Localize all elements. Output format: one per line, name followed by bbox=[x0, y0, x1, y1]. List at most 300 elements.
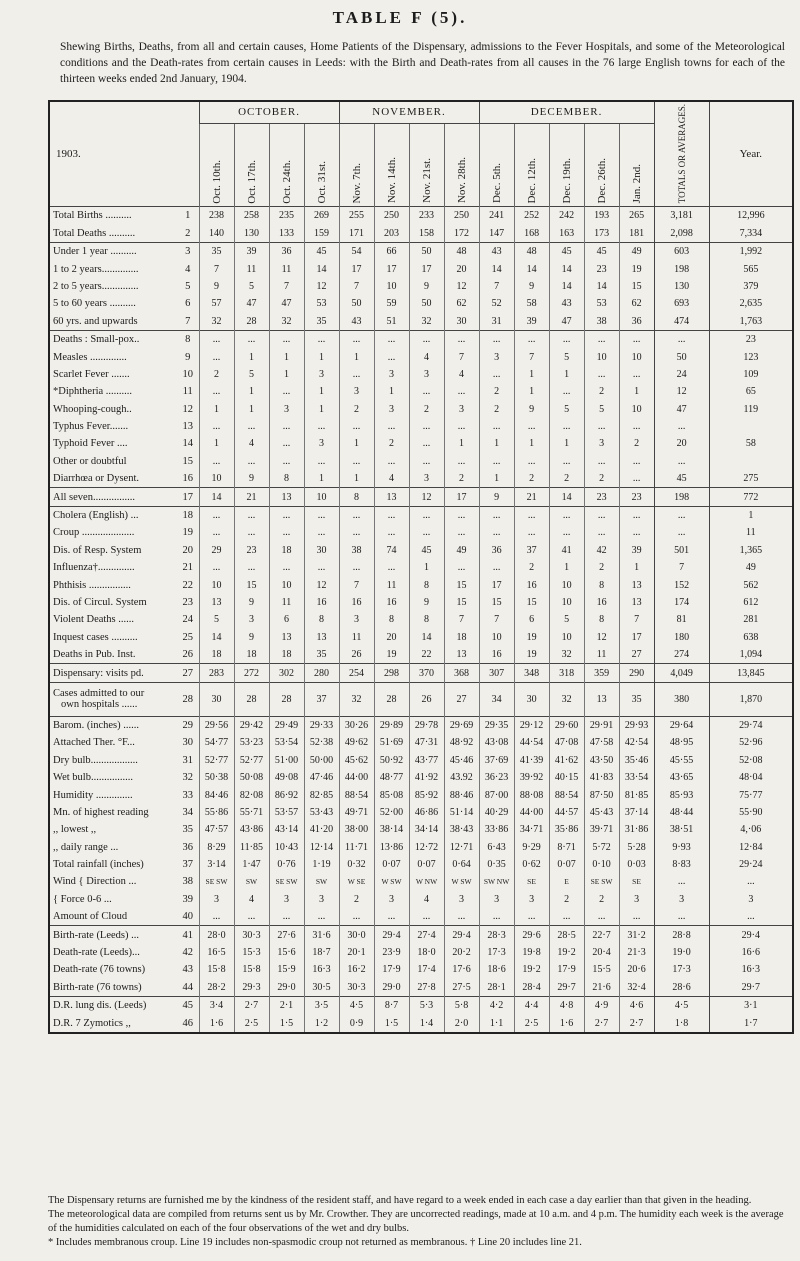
week-value: 172 bbox=[444, 225, 479, 243]
week-value: 3 bbox=[234, 611, 269, 628]
week-value: 43 bbox=[549, 295, 584, 312]
week-value: 0·62 bbox=[514, 856, 549, 873]
week-value: 3 bbox=[444, 401, 479, 418]
week-value: 50 bbox=[409, 295, 444, 312]
week-value: 45 bbox=[549, 243, 584, 261]
week-value: 241 bbox=[479, 207, 514, 225]
row-number: 33 bbox=[182, 789, 193, 801]
week-value: 15·3 bbox=[234, 944, 269, 961]
year-value bbox=[709, 453, 793, 470]
row-number: 25 bbox=[182, 631, 193, 643]
row-number: 28 bbox=[177, 682, 199, 716]
year-value: 565 bbox=[709, 260, 793, 277]
week-value: W SW bbox=[444, 873, 479, 890]
week-value: 87·00 bbox=[479, 786, 514, 803]
week-value: 28·5 bbox=[549, 926, 584, 944]
year-value bbox=[709, 418, 793, 435]
footnote-croup: * Includes membranous croup. Line 19 includes non-spasmodic croup not returned as membranous. † Line 20 includes line 21. bbox=[48, 1237, 582, 1248]
week-value: 11·71 bbox=[339, 839, 374, 856]
row-label: Total Births .......... bbox=[49, 207, 177, 225]
total-value: ... bbox=[654, 506, 709, 524]
week-value: ... bbox=[479, 330, 514, 348]
week-value: 52·77 bbox=[199, 752, 234, 769]
row-label: Total rainfall (inches) bbox=[53, 859, 144, 871]
week-value: 85·92 bbox=[409, 786, 444, 803]
week-value: 1 bbox=[199, 435, 234, 452]
week-value: 9 bbox=[199, 278, 234, 295]
week-value: 31·6 bbox=[304, 926, 339, 944]
week-value: ... bbox=[374, 348, 409, 365]
total-value: 20 bbox=[654, 435, 709, 452]
total-value: 603 bbox=[654, 243, 709, 261]
week-value: 7 bbox=[444, 611, 479, 628]
week-value: 0·10 bbox=[584, 856, 619, 873]
year-value: 52·96 bbox=[709, 734, 793, 751]
week-value: 28·4 bbox=[514, 979, 549, 997]
week-value: ... bbox=[479, 559, 514, 576]
week-value: ... bbox=[549, 383, 584, 400]
week-value: ... bbox=[199, 383, 234, 400]
week-value: 9 bbox=[479, 488, 514, 506]
week-value: 49·08 bbox=[269, 769, 304, 786]
row-label: Wet bulb................ bbox=[53, 772, 133, 784]
row-label: 5 to 60 years .......... bbox=[53, 298, 136, 310]
week-value: ... bbox=[374, 524, 409, 541]
week-value: 235 bbox=[269, 207, 304, 225]
week-value: 29·60 bbox=[549, 716, 584, 734]
week-value: 7 bbox=[479, 611, 514, 628]
week-value: ... bbox=[549, 908, 584, 926]
week-value: 17·6 bbox=[444, 961, 479, 978]
week-value: 15·8 bbox=[199, 961, 234, 978]
week-value: ... bbox=[374, 453, 409, 470]
week-value: 9·29 bbox=[514, 839, 549, 856]
week-value: 14 bbox=[549, 278, 584, 295]
week-value: 1 bbox=[444, 435, 479, 452]
year-value: 12·84 bbox=[709, 839, 793, 856]
week-value: 5·8 bbox=[444, 997, 479, 1015]
week-value: 43·14 bbox=[269, 821, 304, 838]
week-date-header: Oct. 31st. bbox=[304, 123, 339, 206]
week-value: 27·5 bbox=[444, 979, 479, 997]
week-value: 21·3 bbox=[619, 944, 654, 961]
week-value: 15·6 bbox=[269, 944, 304, 961]
week-value: 17 bbox=[374, 260, 409, 277]
week-value: 20·1 bbox=[339, 944, 374, 961]
row-label: ,, lowest ,, bbox=[53, 824, 97, 836]
week-value: ... bbox=[269, 453, 304, 470]
week-value: 52·77 bbox=[234, 752, 269, 769]
table-row bbox=[49, 786, 793, 803]
total-value: 198 bbox=[654, 260, 709, 277]
row-number: 32 bbox=[182, 772, 193, 784]
week-value: 5 bbox=[549, 348, 584, 365]
week-value: 0·32 bbox=[339, 856, 374, 873]
table-row bbox=[49, 908, 793, 926]
row-number: 12 bbox=[182, 403, 193, 415]
week-value: 2 bbox=[444, 470, 479, 488]
week-value: 0·07 bbox=[409, 856, 444, 873]
total-value: 48·44 bbox=[654, 804, 709, 821]
total-value: 152 bbox=[654, 576, 709, 593]
week-value: 2 bbox=[584, 891, 619, 908]
table-row bbox=[49, 646, 793, 664]
week-value: 9 bbox=[514, 401, 549, 418]
week-value: 85·08 bbox=[374, 786, 409, 803]
table-row bbox=[49, 453, 793, 470]
week-value: 27 bbox=[444, 682, 479, 716]
week-value: 1 bbox=[339, 435, 374, 452]
week-value: 26 bbox=[409, 682, 444, 716]
week-value: SE SW bbox=[584, 873, 619, 890]
week-value: 10 bbox=[549, 594, 584, 611]
total-value: 47 bbox=[654, 401, 709, 418]
week-value: 18 bbox=[234, 646, 269, 664]
week-value: 20 bbox=[374, 629, 409, 646]
week-value: 15 bbox=[514, 594, 549, 611]
week-value: ... bbox=[479, 524, 514, 541]
week-value: 3 bbox=[199, 891, 234, 908]
week-value: 16 bbox=[479, 646, 514, 664]
week-value: 51·00 bbox=[269, 752, 304, 769]
week-value: 2 bbox=[339, 401, 374, 418]
week-value: SW bbox=[304, 873, 339, 890]
week-value: 2 bbox=[479, 401, 514, 418]
week-value: 11 bbox=[269, 260, 304, 277]
week-value: 48 bbox=[444, 243, 479, 261]
week-value: ... bbox=[234, 524, 269, 541]
row-number: 45 bbox=[177, 997, 199, 1015]
week-value: 39·92 bbox=[514, 769, 549, 786]
week-value: 10 bbox=[269, 576, 304, 593]
week-value: 27·4 bbox=[409, 926, 444, 944]
row-label: Death-rate (76 towns) bbox=[53, 964, 146, 976]
year-value: 1 bbox=[709, 506, 793, 524]
week-value: 4 bbox=[234, 891, 269, 908]
week-value: 55·86 bbox=[199, 804, 234, 821]
week-value: 15 bbox=[234, 576, 269, 593]
week-value: 8·7 bbox=[374, 997, 409, 1015]
week-value: 15 bbox=[619, 278, 654, 295]
week-value: ... bbox=[584, 366, 619, 383]
week-value: 51·14 bbox=[444, 804, 479, 821]
row-number: 27 bbox=[177, 664, 199, 682]
week-value: 30·3 bbox=[339, 979, 374, 997]
row-number: 10 bbox=[182, 368, 193, 380]
week-value: ... bbox=[199, 418, 234, 435]
week-value: ... bbox=[444, 506, 479, 524]
week-value: ... bbox=[409, 506, 444, 524]
week-value: ... bbox=[444, 559, 479, 576]
week-value: ... bbox=[584, 524, 619, 541]
row-label: 2 to 5 years.............. bbox=[53, 280, 139, 292]
week-value: 29·6 bbox=[514, 926, 549, 944]
row-label: Amount of Cloud bbox=[53, 911, 128, 923]
week-value: 23·9 bbox=[374, 944, 409, 961]
week-value: 1 bbox=[514, 383, 549, 400]
week-value: ... bbox=[409, 435, 444, 452]
week-value: 11 bbox=[584, 646, 619, 664]
week-value: 52 bbox=[479, 295, 514, 312]
table-row bbox=[49, 873, 793, 890]
row-label: Whooping-cough.. bbox=[53, 403, 132, 415]
week-value: 50·08 bbox=[234, 769, 269, 786]
week-value: 3 bbox=[374, 891, 409, 908]
week-value: 7 bbox=[339, 576, 374, 593]
week-value: ... bbox=[234, 908, 269, 926]
week-value: 29·42 bbox=[234, 716, 269, 734]
row-number: 36 bbox=[182, 841, 193, 853]
table-row bbox=[49, 944, 793, 961]
month-october: OCTOBER. bbox=[199, 101, 339, 123]
week-value: 38 bbox=[339, 542, 374, 559]
week-value: 8 bbox=[409, 611, 444, 628]
year-value: 23 bbox=[709, 330, 793, 348]
row-number: 7 bbox=[185, 315, 191, 327]
year-value: 772 bbox=[709, 488, 793, 506]
week-value: ... bbox=[269, 524, 304, 541]
week-value: 32 bbox=[199, 313, 234, 331]
week-value: 43·86 bbox=[234, 821, 269, 838]
week-value: 19·8 bbox=[514, 944, 549, 961]
week-value: ... bbox=[199, 524, 234, 541]
row-number: 4 bbox=[185, 263, 191, 275]
total-value: 693 bbox=[654, 295, 709, 312]
total-value: 474 bbox=[654, 313, 709, 331]
week-value: ... bbox=[339, 908, 374, 926]
week-value: SE SW bbox=[269, 873, 304, 890]
week-value: ... bbox=[304, 559, 339, 576]
week-value: 32·4 bbox=[619, 979, 654, 997]
week-value: 17 bbox=[479, 576, 514, 593]
week-value: 30 bbox=[304, 542, 339, 559]
total-value: 380 bbox=[654, 682, 709, 716]
week-value: 130 bbox=[234, 225, 269, 243]
week-value: 40·15 bbox=[549, 769, 584, 786]
week-value: 3·5 bbox=[304, 997, 339, 1015]
week-value: 40·29 bbox=[479, 804, 514, 821]
week-value: 16 bbox=[514, 576, 549, 593]
table-row bbox=[49, 295, 793, 312]
week-value: 10 bbox=[619, 401, 654, 418]
week-value: 0·9 bbox=[339, 1014, 374, 1032]
week-value: ... bbox=[304, 453, 339, 470]
table-row bbox=[49, 804, 793, 821]
week-value: 252 bbox=[514, 207, 549, 225]
table-row bbox=[49, 418, 793, 435]
week-value: 1 bbox=[619, 383, 654, 400]
week-value: 13 bbox=[584, 682, 619, 716]
table-row bbox=[49, 559, 793, 576]
row-label: Inquest cases .......... bbox=[53, 631, 138, 643]
week-value: ... bbox=[234, 506, 269, 524]
week-value: 4·5 bbox=[339, 997, 374, 1015]
week-value: 7 bbox=[339, 278, 374, 295]
week-value: 280 bbox=[304, 664, 339, 682]
row-number: 34 bbox=[182, 806, 193, 818]
week-value: 44·57 bbox=[549, 804, 584, 821]
table-row bbox=[49, 734, 793, 751]
week-value: 32 bbox=[269, 313, 304, 331]
table-row bbox=[49, 524, 793, 541]
week-value: 258 bbox=[234, 207, 269, 225]
year-value: 638 bbox=[709, 629, 793, 646]
week-value: ... bbox=[339, 418, 374, 435]
week-value: 39 bbox=[619, 542, 654, 559]
week-value: 59 bbox=[374, 295, 409, 312]
week-value: 16·2 bbox=[339, 961, 374, 978]
week-value: 17 bbox=[339, 260, 374, 277]
week-value: 15 bbox=[444, 576, 479, 593]
week-value: 33·86 bbox=[479, 821, 514, 838]
week-value: 1·19 bbox=[304, 856, 339, 873]
week-value: ... bbox=[339, 330, 374, 348]
week-value: ... bbox=[409, 330, 444, 348]
week-value: 16 bbox=[304, 594, 339, 611]
row-number: 22 bbox=[182, 579, 193, 591]
row-label: Total Deaths .......... bbox=[53, 227, 136, 239]
week-value: 15·9 bbox=[269, 961, 304, 978]
week-value: 29 bbox=[199, 542, 234, 559]
row-number: 31 bbox=[182, 754, 193, 766]
week-value: 2 bbox=[584, 559, 619, 576]
total-value: ... bbox=[654, 418, 709, 435]
week-value: 28·1 bbox=[479, 979, 514, 997]
week-value: 47·46 bbox=[304, 769, 339, 786]
week-value: 9 bbox=[514, 278, 549, 295]
week-value: 19 bbox=[374, 646, 409, 664]
week-value: 42 bbox=[584, 542, 619, 559]
week-value: 30·3 bbox=[234, 926, 269, 944]
week-value: 16 bbox=[339, 594, 374, 611]
row-number: 18 bbox=[177, 506, 199, 524]
week-value: 26 bbox=[339, 646, 374, 664]
week-value: 2 bbox=[549, 891, 584, 908]
week-value: 203 bbox=[374, 225, 409, 243]
table-row bbox=[49, 401, 793, 418]
week-value: 10 bbox=[549, 576, 584, 593]
total-value: 38·51 bbox=[654, 821, 709, 838]
week-value: 27·6 bbox=[269, 926, 304, 944]
week-value: ... bbox=[619, 366, 654, 383]
table-row bbox=[49, 891, 793, 908]
year-value: 29·7 bbox=[709, 979, 793, 997]
week-date-header: Dec. 26th. bbox=[584, 123, 619, 206]
week-value: ... bbox=[199, 330, 234, 348]
row-label: Attached Ther. °F... bbox=[53, 737, 135, 749]
week-value: ... bbox=[479, 908, 514, 926]
week-value: 1 bbox=[304, 348, 339, 365]
week-value: 21 bbox=[234, 488, 269, 506]
week-value: 10 bbox=[619, 348, 654, 365]
table-row bbox=[49, 664, 793, 682]
row-number: 42 bbox=[182, 947, 193, 959]
week-value: 35·86 bbox=[549, 821, 584, 838]
week-value: 0·35 bbox=[479, 856, 514, 873]
week-value: 10 bbox=[479, 629, 514, 646]
week-value: 9 bbox=[234, 470, 269, 488]
year-value: 1,992 bbox=[709, 243, 793, 261]
week-value: ... bbox=[339, 524, 374, 541]
week-value: 30·26 bbox=[339, 716, 374, 734]
week-value: 41·20 bbox=[304, 821, 339, 838]
week-value: 39 bbox=[514, 313, 549, 331]
week-value: 13 bbox=[374, 488, 409, 506]
table-row bbox=[49, 313, 793, 331]
week-value: 250 bbox=[374, 207, 409, 225]
week-value: 14 bbox=[549, 260, 584, 277]
footnote-meteorology: The meteorological data are compiled from returns sent us by Mr. Crowther. They are uncorrected readings, made at 10 a.m. and 4 p.m. The humidity each week is the average of the humidities calculated on each of the four observations of the wet and dry bulbs. bbox=[48, 1209, 784, 1234]
week-value: 14 bbox=[199, 629, 234, 646]
week-value: 6 bbox=[514, 611, 549, 628]
row-number: 38 bbox=[182, 876, 193, 888]
week-value: 1 bbox=[409, 559, 444, 576]
week-value: ... bbox=[444, 524, 479, 541]
week-value: 20·2 bbox=[444, 944, 479, 961]
year-value: 65 bbox=[709, 383, 793, 400]
week-value: 2 bbox=[584, 383, 619, 400]
year-value: 48·04 bbox=[709, 769, 793, 786]
week-value: 1 bbox=[619, 559, 654, 576]
week-value: ... bbox=[269, 559, 304, 576]
week-value: 45 bbox=[304, 243, 339, 261]
total-value: 274 bbox=[654, 646, 709, 664]
week-value: 3 bbox=[269, 401, 304, 418]
year-value: 12,996 bbox=[709, 207, 793, 225]
row-number: 16 bbox=[182, 473, 193, 485]
week-value: 31·86 bbox=[619, 821, 654, 838]
week-value: 2·7 bbox=[234, 997, 269, 1015]
week-value: SW bbox=[234, 873, 269, 890]
week-value: 17·9 bbox=[549, 961, 584, 978]
week-value: 18 bbox=[269, 542, 304, 559]
table-row bbox=[49, 1014, 793, 1032]
week-value: 29·91 bbox=[584, 716, 619, 734]
week-value: 15 bbox=[444, 594, 479, 611]
week-value: 5·28 bbox=[619, 839, 654, 856]
week-value: 2 bbox=[409, 401, 444, 418]
week-value: 7 bbox=[444, 348, 479, 365]
week-value: 1·5 bbox=[374, 1014, 409, 1032]
week-value: 45·62 bbox=[339, 752, 374, 769]
week-value: 46·86 bbox=[409, 804, 444, 821]
week-value: 36 bbox=[619, 313, 654, 331]
week-value: 1 bbox=[514, 366, 549, 383]
week-value: ... bbox=[549, 453, 584, 470]
week-value: 14 bbox=[549, 488, 584, 506]
week-value: 50·00 bbox=[304, 752, 339, 769]
week-value: ... bbox=[304, 330, 339, 348]
week-value: 8 bbox=[269, 470, 304, 488]
week-value: 53·43 bbox=[304, 804, 339, 821]
week-value: 29·0 bbox=[374, 979, 409, 997]
year-value: 29·24 bbox=[709, 856, 793, 873]
table-row bbox=[49, 716, 793, 734]
week-value: 29·49 bbox=[269, 716, 304, 734]
week-value: 53·23 bbox=[234, 734, 269, 751]
row-label: *Diphtheria .......... bbox=[53, 386, 133, 398]
week-value: 51·69 bbox=[374, 734, 409, 751]
week-value: 36 bbox=[269, 243, 304, 261]
year-header: Year. bbox=[709, 101, 793, 207]
week-value: 39 bbox=[234, 243, 269, 261]
week-value: 49 bbox=[619, 243, 654, 261]
week-value: ... bbox=[269, 435, 304, 452]
week-value: 13·86 bbox=[374, 839, 409, 856]
week-value: 2 bbox=[199, 366, 234, 383]
week-value: 38 bbox=[584, 313, 619, 331]
week-value: ... bbox=[199, 348, 234, 365]
